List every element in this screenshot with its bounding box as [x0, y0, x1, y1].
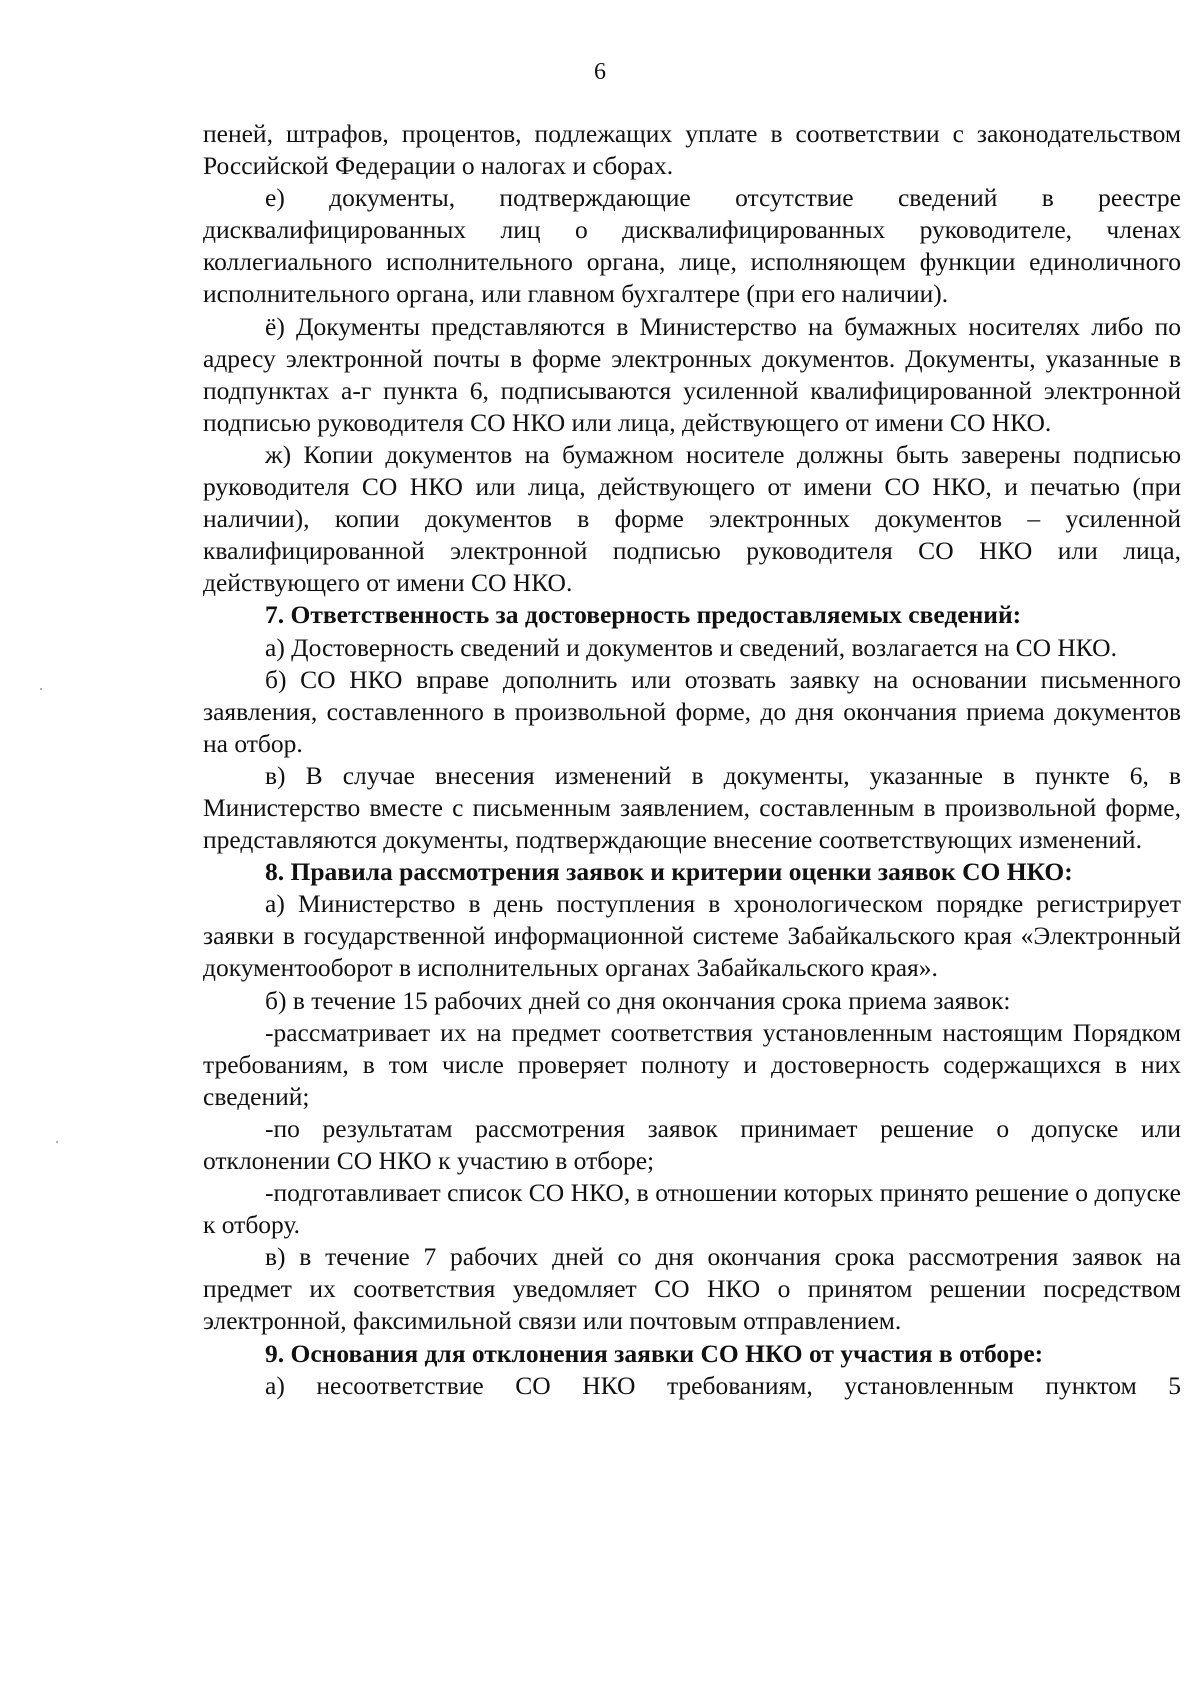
paragraph-8-v: в) в течение 7 рабочих дней со дня окончания срока рассмотрения заявок на предмет их соответствия уведомляет СО НКО о принятом решении посредством электронной, факсимильной связи или почтовым отправлением. [203, 1242, 1181, 1336]
paragraph-8-b-decision: -по результатам рассмотрения заявок принимает решение о допуске или отклонении СО НКО к участию в отборе; [203, 1113, 1181, 1175]
paragraph-8-b: б) в течение 15 рабочих дней со дня окончания срока приема заявок: [265, 985, 1011, 1015]
paragraph-8-b-review: -рассматривает их на предмет соответствия установленным настоящим Порядком требованиям, в том числе проверяет полноту и достоверность содержащихся в них сведений; [203, 1017, 1181, 1111]
paragraph-8-b-list: -подготавливает список СО НКО, в отношении которых принято решение о допуске к отбору. [203, 1178, 1181, 1240]
paragraph-item-zh: ж) Копии документов на бумажном носителе должны быть заверены подписью руководителя СО НКО или лица, действующего от имени СО НКО, и печатью (при наличии), копии документов в форме электронных документов – усиленной квалифицированной электронной подписью руководителя СО НКО или лица, действующего от имени СО НКО. [203, 439, 1181, 598]
paragraph-9-a: а) несоответствие СО НКО требованиям, установленным пунктом 5 [265, 1370, 1181, 1400]
section-heading-8: 8. Правила рассмотрения заявок и критерии оценки заявок СО НКО: [265, 857, 1073, 887]
page-number: 6 [594, 59, 606, 85]
paragraph-7-b: б) СО НКО вправе дополнить или отозвать заявку на основании письменного заявления, составленного в произвольной форме, до дня окончания приема документов на отбор. [203, 664, 1181, 758]
paragraph-item-yo: ё) Документы представляются в Министерство на бумажных носителях либо по адресу электронной почты в форме электронных документов. Документы, указанные в подпунктах а-г пункта 6, подписываются усиленной квалифицированной электронной подписью руководителя СО НКО или лица, действующего от имени СО НКО. [203, 311, 1181, 437]
section-heading-9: 9. Основания для отклонения заявки СО НКО от участия в отборе: [265, 1338, 1044, 1368]
document-body [203, 118, 1181, 1402]
paragraph-7-v: в) В случае внесения изменений в документы, указанные в пункте 6, в Министерство вместе с письменным заявлением, составленным в произвольной форме, представляются документы, подтверждающие внесение соответствующих изменений. [203, 760, 1181, 855]
paragraph-7-a: а) Достоверность сведений и документов и сведений, возлагается на СО НКО. [265, 632, 1117, 662]
scan-speck [56, 1141, 58, 1143]
section-heading-7: 7. Ответственность за достоверность предоставляемых сведений: [265, 600, 1022, 630]
scan-speck [40, 688, 42, 690]
paragraph-item-e: е) документы, подтверждающие отсутствие сведений в реестре дисквалифицированных лиц о дисквалифицированных руководителе, членах коллегиального исполнительного органа, лице, исполняющем функции единоличного исполнительного органа, или главном бухгалтере (при его наличии). [203, 183, 1181, 309]
paragraph-penalties-continuation: пеней, штрафов, процентов, подлежащих уплате в соответствии с законодательством Российской Федерации о налогах и сборах. [203, 119, 1181, 181]
paragraph-8-a: а) Министерство в день поступления в хронологическом порядке регистрирует заявки в государственной информационной системе Забайкальского края «Электронный документооборот в исполнительных органах Забайкальского края». [203, 889, 1181, 983]
